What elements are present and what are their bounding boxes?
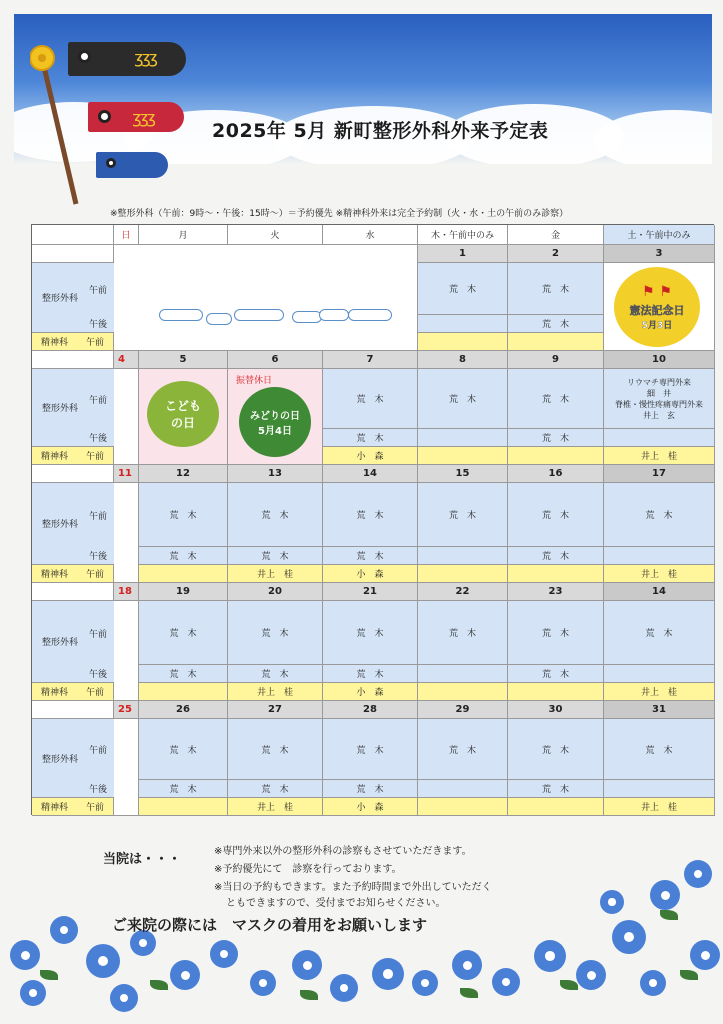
day-number: 7 <box>323 351 418 369</box>
holiday-date: 5月4日 <box>258 426 292 437</box>
nemophila-flower-icon <box>170 960 200 990</box>
am-cell: 荒 木 <box>418 263 508 315</box>
pm-cell: 荒 木 <box>508 429 604 447</box>
header-day: 日 <box>114 225 139 245</box>
day-number: 10 <box>604 351 715 369</box>
psych-cell <box>418 447 508 465</box>
am-cell: 荒 木 <box>323 601 418 665</box>
label-pm: 午後 <box>82 429 114 447</box>
psych-cell: 井上 桂 <box>604 447 715 465</box>
leaf-icon <box>560 980 578 990</box>
label-psych-am: 午前 <box>86 338 105 348</box>
day-number: 12 <box>139 465 228 483</box>
nemophila-flower-icon <box>50 916 78 944</box>
label-psych-text: 精神科 <box>40 570 68 580</box>
nemophila-flower-icon <box>650 880 680 910</box>
pm-cell <box>418 780 508 798</box>
day-number: 17 <box>604 465 715 483</box>
nemophila-flower-icon <box>600 890 624 914</box>
day-number: 15 <box>418 465 508 483</box>
label-spacer <box>32 351 114 369</box>
am-cell: 荒 木 <box>508 601 604 665</box>
psych-cell <box>508 565 604 583</box>
day-number: 11 <box>114 465 139 483</box>
am-cell: 荒 木 <box>508 369 604 429</box>
psych-cell <box>139 683 228 701</box>
specialist-cell <box>604 369 715 429</box>
day-number: 22 <box>418 583 508 601</box>
label-psych-text: 精神科 <box>40 803 68 813</box>
label-spacer <box>32 465 114 483</box>
leaf-icon <box>660 910 678 920</box>
label-pm: 午後 <box>82 780 114 798</box>
pm-cell: 荒 木 <box>508 780 604 798</box>
pm-cell: 荒 木 <box>228 665 323 683</box>
leaf-icon <box>40 970 58 980</box>
am-cell: 荒 木 <box>418 369 508 429</box>
pm-cell: 荒 木 <box>508 665 604 683</box>
label-spacer <box>32 245 114 263</box>
midori-no-hi-badge <box>239 387 311 457</box>
koinobori-red-icon: ʒʒʒ <box>88 102 184 132</box>
note-line: ※当日の予約もできます。また予約時間まで外出していただく <box>214 882 492 893</box>
day-number: 6 <box>228 351 323 369</box>
pm-cell <box>604 780 715 798</box>
nemophila-flower-icon <box>110 984 138 1012</box>
header-day: 木・午前中のみ <box>418 225 508 245</box>
label-am: 午前 <box>82 719 114 780</box>
day-number: 31 <box>604 701 715 719</box>
nemophila-flower-icon <box>10 940 40 970</box>
pm-cell: 荒 木 <box>508 315 604 333</box>
day-number: 8 <box>418 351 508 369</box>
koinobori-blue-icon <box>96 152 168 178</box>
am-cell: 荒 木 <box>508 483 604 547</box>
cloud-icon <box>159 309 203 321</box>
leaf-icon <box>150 980 168 990</box>
label-pm: 午後 <box>82 665 114 683</box>
holiday-name: こども <box>164 399 201 413</box>
header-day: 水 <box>323 225 418 245</box>
day-number: 27 <box>228 701 323 719</box>
pm-cell <box>418 429 508 447</box>
pm-cell <box>418 665 508 683</box>
pm-cell <box>418 547 508 565</box>
am-cell: 荒 木 <box>604 601 715 665</box>
sunday-closed <box>114 369 139 465</box>
kenpo-kinenbi-badge <box>614 267 700 347</box>
nemophila-flower-icon <box>292 950 322 980</box>
day-number: 3 <box>604 245 715 263</box>
specialist-line: 井上 玄 <box>643 410 675 420</box>
nemophila-flower-icon <box>330 974 358 1002</box>
schedule-table <box>31 224 714 815</box>
sunday-closed <box>114 483 139 583</box>
label-am: 午前 <box>82 263 114 315</box>
psych-cell: 小 森 <box>323 798 418 816</box>
nemophila-flower-icon <box>690 940 720 970</box>
label-psych-text: 精神科 <box>40 338 68 348</box>
day-number: 28 <box>323 701 418 719</box>
label-spacer <box>32 583 114 601</box>
nemophila-flower-icon <box>684 860 712 888</box>
label-ortho: 整形外科 <box>32 601 114 683</box>
pm-cell: 荒 木 <box>508 547 604 565</box>
label-psych-text: 精神科 <box>40 688 68 698</box>
label-pm: 午後 <box>82 547 114 565</box>
header-day: 火 <box>228 225 323 245</box>
day-number: 9 <box>508 351 604 369</box>
psych-cell <box>418 565 508 583</box>
psych-cell: 井上 桂 <box>604 565 715 583</box>
am-cell: 荒 木 <box>418 601 508 665</box>
day-number: 20 <box>228 583 323 601</box>
day-number: 19 <box>139 583 228 601</box>
label-ortho: 整形外科 <box>32 483 114 565</box>
pm-cell: 荒 木 <box>323 780 418 798</box>
day-number: 23 <box>508 583 604 601</box>
nemophila-flower-icon <box>612 920 646 954</box>
am-cell: 荒 木 <box>323 483 418 547</box>
psych-cell <box>508 333 604 351</box>
am-cell: 荒 木 <box>228 601 323 665</box>
cloud-decoration <box>594 110 712 164</box>
koinobori-black-icon: ʒʒʒ <box>68 42 186 76</box>
day-number: 1 <box>418 245 508 263</box>
leaf-icon <box>460 988 478 998</box>
furikae-label: 振替休日 <box>236 376 273 386</box>
sunday-closed <box>114 601 139 701</box>
pm-cell: 荒 木 <box>323 547 418 565</box>
psych-cell <box>508 798 604 816</box>
psych-cell: 井上 桂 <box>228 683 323 701</box>
pm-cell: 荒 木 <box>139 547 228 565</box>
pm-cell <box>604 429 715 447</box>
am-cell: 荒 木 <box>418 719 508 780</box>
cloud-icon <box>234 309 284 321</box>
am-cell: 荒 木 <box>604 483 715 547</box>
cloud-icon <box>348 309 392 321</box>
psych-cell <box>508 683 604 701</box>
header-corner <box>32 225 114 245</box>
holiday-name: 憲法記念日 <box>629 303 685 317</box>
day-number: 14 <box>323 465 418 483</box>
header-day: 金 <box>508 225 604 245</box>
label-psych-am: 午前 <box>86 688 105 698</box>
am-cell: 荒 木 <box>508 263 604 315</box>
label-psych <box>32 333 114 351</box>
psych-cell: 井上 桂 <box>228 565 323 583</box>
label-am: 午前 <box>82 483 114 547</box>
label-psych-text: 精神科 <box>40 452 68 462</box>
holiday-name: みどりの日 <box>250 411 300 422</box>
label-ortho: 整形外科 <box>32 369 114 447</box>
cloud-icon <box>319 309 349 321</box>
mask-request: ご来院の際には マスクの着用をお願いします <box>112 916 428 934</box>
holiday-date: 5月3日 <box>641 320 673 331</box>
label-ortho: 整形外科 <box>32 719 114 798</box>
am-cell: 荒 木 <box>604 719 715 780</box>
psych-cell: 井上 桂 <box>604 798 715 816</box>
label-psych-am: 午前 <box>86 803 105 813</box>
note-line: ※専門外来以外の整形外科の診察もさせていただきます。 <box>214 846 472 857</box>
day-number: 25 <box>114 701 139 719</box>
am-cell: 荒 木 <box>323 719 418 780</box>
label-pm: 午後 <box>82 315 114 333</box>
cloud-icon <box>292 311 322 323</box>
am-cell: 荒 木 <box>323 369 418 429</box>
nemophila-flower-icon <box>86 944 120 978</box>
am-cell: 荒 木 <box>228 483 323 547</box>
pm-cell <box>418 315 508 333</box>
psych-cell <box>418 333 508 351</box>
label-spacer <box>32 701 114 719</box>
header-day: 月 <box>139 225 228 245</box>
day-number: 21 <box>323 583 418 601</box>
cloud-icon <box>206 313 232 325</box>
kodomo-no-hi-badge <box>147 381 219 447</box>
label-psych <box>32 798 114 816</box>
am-cell: 荒 木 <box>508 719 604 780</box>
day-number: 16 <box>508 465 604 483</box>
psych-cell <box>139 798 228 816</box>
specialist-line: 細 井 <box>647 388 671 398</box>
psych-cell <box>508 447 604 465</box>
am-cell: 荒 木 <box>418 483 508 547</box>
empty-days <box>114 245 418 351</box>
day-number: 29 <box>418 701 508 719</box>
header-day: 土・午前中のみ <box>604 225 715 245</box>
am-cell: 荒 木 <box>139 483 228 547</box>
label-psych-am: 午前 <box>86 452 105 462</box>
label-psych <box>32 447 114 465</box>
sunday-closed <box>114 719 139 816</box>
specialist-line: 脊椎・慢性疼痛専門外来 <box>615 399 703 409</box>
nemophila-flower-icon <box>372 958 404 990</box>
psych-cell <box>139 565 228 583</box>
pm-cell <box>604 547 715 565</box>
pm-cell: 荒 木 <box>323 429 418 447</box>
leaf-icon <box>300 990 318 1000</box>
day-number: 30 <box>508 701 604 719</box>
psych-cell <box>418 798 508 816</box>
am-cell: 荒 木 <box>139 601 228 665</box>
am-cell: 荒 木 <box>228 719 323 780</box>
psych-cell: 井上 桂 <box>604 683 715 701</box>
nemophila-flower-icon <box>20 980 46 1006</box>
nemophila-flower-icon <box>210 940 238 968</box>
day-number: 4 <box>114 351 139 369</box>
psych-cell: 小 森 <box>323 447 418 465</box>
day-number: 2 <box>508 245 604 263</box>
day-number: 18 <box>114 583 139 601</box>
psych-cell: 小 森 <box>323 565 418 583</box>
leaf-icon <box>680 970 698 980</box>
page-title: 2025年 5月 新町整形外科外来予定表 <box>212 120 549 142</box>
psych-cell <box>418 683 508 701</box>
nemophila-flower-icon <box>452 950 482 980</box>
label-psych <box>32 683 114 701</box>
nemophila-flower-icon <box>576 960 606 990</box>
day-number: 26 <box>139 701 228 719</box>
day-number: 13 <box>228 465 323 483</box>
psych-cell: 井上 桂 <box>228 798 323 816</box>
day-number: 14 <box>604 583 715 601</box>
psych-cell: 小 森 <box>323 683 418 701</box>
nemophila-flower-icon <box>492 968 520 996</box>
note-line: ともできますので、受付までお知らせください。 <box>226 898 446 909</box>
pm-cell: 荒 木 <box>323 665 418 683</box>
label-psych <box>32 565 114 583</box>
pm-cell: 荒 木 <box>228 780 323 798</box>
pm-cell: 荒 木 <box>139 780 228 798</box>
specialist-line: リウマチ専門外来 <box>627 377 691 387</box>
nemophila-flower-icon <box>534 940 566 972</box>
label-ortho: 整形外科 <box>32 263 114 333</box>
label-am: 午前 <box>82 601 114 665</box>
holiday-name-2: の日 <box>170 416 195 430</box>
nemophila-flower-icon <box>412 970 438 996</box>
pm-cell <box>604 665 715 683</box>
label-psych-am: 午前 <box>86 570 105 580</box>
nemophila-flower-icon <box>250 970 276 996</box>
clinic-intro: 当院は・・・ <box>103 852 182 867</box>
note-line: ※予約優先にて 診察を行っております。 <box>214 864 402 875</box>
nemophila-flower-icon <box>640 970 666 996</box>
flag-icon: ⚑ ⚑ <box>642 283 672 300</box>
schedule-note: ※整形外科（午前：9時～・午後：15時～）＝予約優先 ※精神科外来は完全予約制（火・水・土の午前のみ診察） <box>110 209 569 219</box>
label-am: 午前 <box>82 369 114 429</box>
day-number: 5 <box>139 351 228 369</box>
pm-cell: 荒 木 <box>228 547 323 565</box>
am-cell: 荒 木 <box>139 719 228 780</box>
pm-cell: 荒 木 <box>139 665 228 683</box>
